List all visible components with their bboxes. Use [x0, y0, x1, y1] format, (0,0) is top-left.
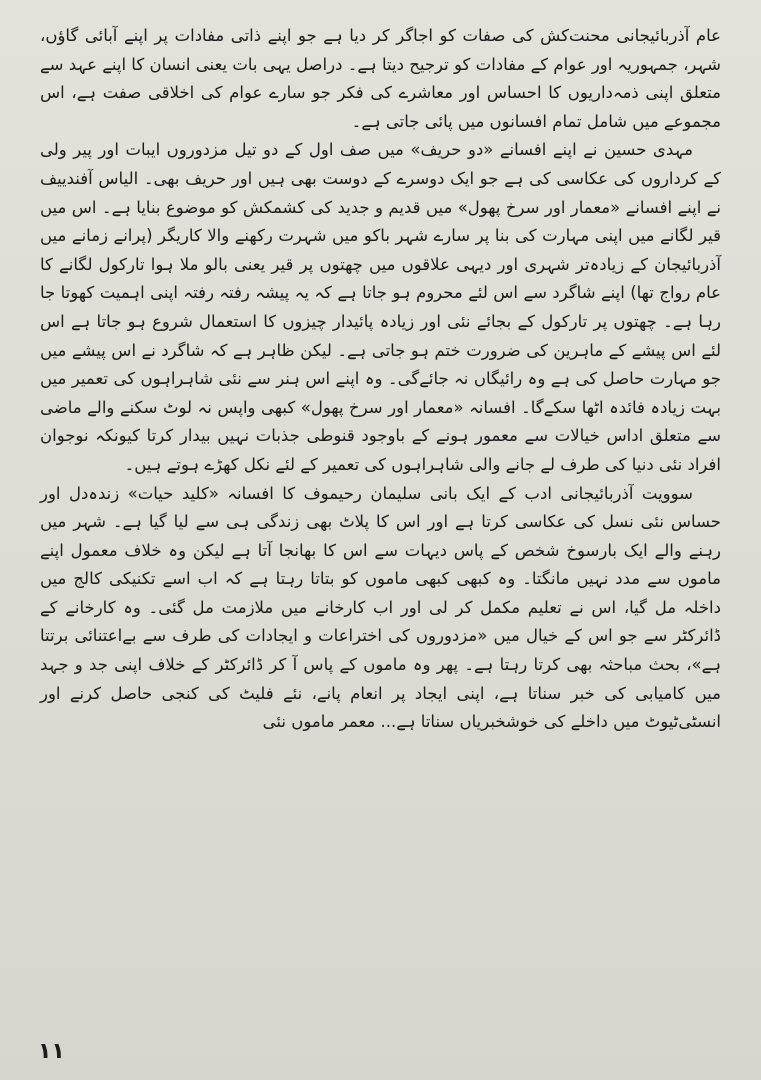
- body-text: [40, 22, 721, 737]
- page-number: ۱۱: [38, 1039, 65, 1064]
- paragraph-suleiman-rahimov: سوویت آذربائیجانی ادب کے ایک بانی سلیمان رحیموف کا افسانہ «کلید حیات» زندہ‌دل اور حساس نئی نسل کی عکاسی کرتا ہے اور اس کا پلاٹ بھی زندگی ہی سے لیا گیا ہے۔ شہر میں رہنے والے ایک بارسوخ شخص کے پاس دیہات سے اس کا بھانجا آتا ہے لیکن وہ خلاف معمول اپنے ماموں سے مدد نہیں مانگتا۔ وہ کبھی کبھی ماموں کو بتاتا رہتا ہے کہ اب اسے تکنیکی کالج میں داخلہ مل گیا، اس نے تعلیم مکمل کر لی اور اب کارخانے میں ملازمت مل گئی۔ وہ کارخانے کے ڈائرکٹر سے جو اس کے خیال میں «مزدوروں کی اختراعات و ایجادات کی طرف سے بےاعتنائی برتتا ہے»، بحث مباحثہ بھی کرتا رہتا ہے۔ پھر وہ ماموں کے پاس آ کر ڈائرکٹر کے خلاف اپنی جد و جہد میں کامیابی کی خبر سناتا ہے، اپنی ایجاد پر انعام پانے، نئے فلیٹ کی کنجی حاصل کرنے اور انسٹی‌ٹیوٹ میں داخلے کی خوشخبریاں سناتا ہے... معمر ماموں نئی: [40, 483, 721, 732]
- paragraph-mehdi-hussain: مہدی حسین نے اپنے افسانے «دو حریف» میں صف اول کے دو تیل مزدوروں ایبات اور پیر ولی کے کرداروں کی عکاسی کی ہے جو ایک دوسرے کے دوست بھی ہیں اور حریف بھی۔ الیاس آفندییف نے اپنے افسانے «معمار اور سرخ پھول» میں قدیم و جدید کی کشمکش کو موضوع بنایا ہے۔ اس میں قیر لگانے میں اپنی مہارت کی بنا پر سارے شہر باکو میں شہرت رکھنے والا کاریگر (پرانے زمانے میں آذربائیجان کے زیادہ‌تر شہری اور دیہی علاقوں میں چھتوں پر قیر یعنی بالو ملا ہوا تارکول لگانے کا عام رواج تھا) اپنے شاگرد سے اس لئے محروم ہو جاتا ہے کہ یہ پیشہ رفتہ رفتہ اپنی اہمیت کھوتا جا رہا ہے۔ چھتوں پر تارکول کے بجائے نئی اور زیادہ پائیدار چیزوں کا استعمال شروع ہو جاتا ہے اس لئے اس پیشے کے ماہرین کی ضرورت ختم ہو جاتی ہے۔ لیکن ظاہر ہے کہ شاگرد نے اس پیشے میں جو مہارت حاصل کی ہے وہ رائیگاں نہ جائےگی۔ وہ اپنے اس ہنر سے نئی شاہراہوں کی تعمیر میں بہت زیادہ فائدہ اٹھا سکےگا۔ افسانہ «معمار اور سرخ پھول» کبھی واپس نہ لوٹ سکنے والے ماضی سے متعلق اداس خیالات سے معمور ہونے کے باوجود قنوطی جذبات نہیں بیدار کرتا کیونکہ نوجوان افراد نئی دنیا کی طرف لے جانے والی شاہراہوں کی تعمیر کے لئے نکل کھڑے ہوتے ہیں۔: [40, 140, 721, 474]
- paragraph-continuation: عام آذربائیجانی محنت‌کش کی صفات کو اجاگر کر دیا ہے جو اپنے ذاتی مفادات پر اپنے آبائی گاؤں، شہر، جمہوریہ اور عوام کے مفادات کو ترجیح دیتا ہے۔ دراصل یہی بات یعنی انسان کا اپنے عہد سے متعلق اپنی ذمہ‌داریوں کا احساس اور معاشرے کی فکر جو سارے عوام کی اخلاقی صفت ہے، اس مجموعے میں شامل تمام افسانوں میں پائی جاتی ہے۔: [40, 26, 721, 131]
